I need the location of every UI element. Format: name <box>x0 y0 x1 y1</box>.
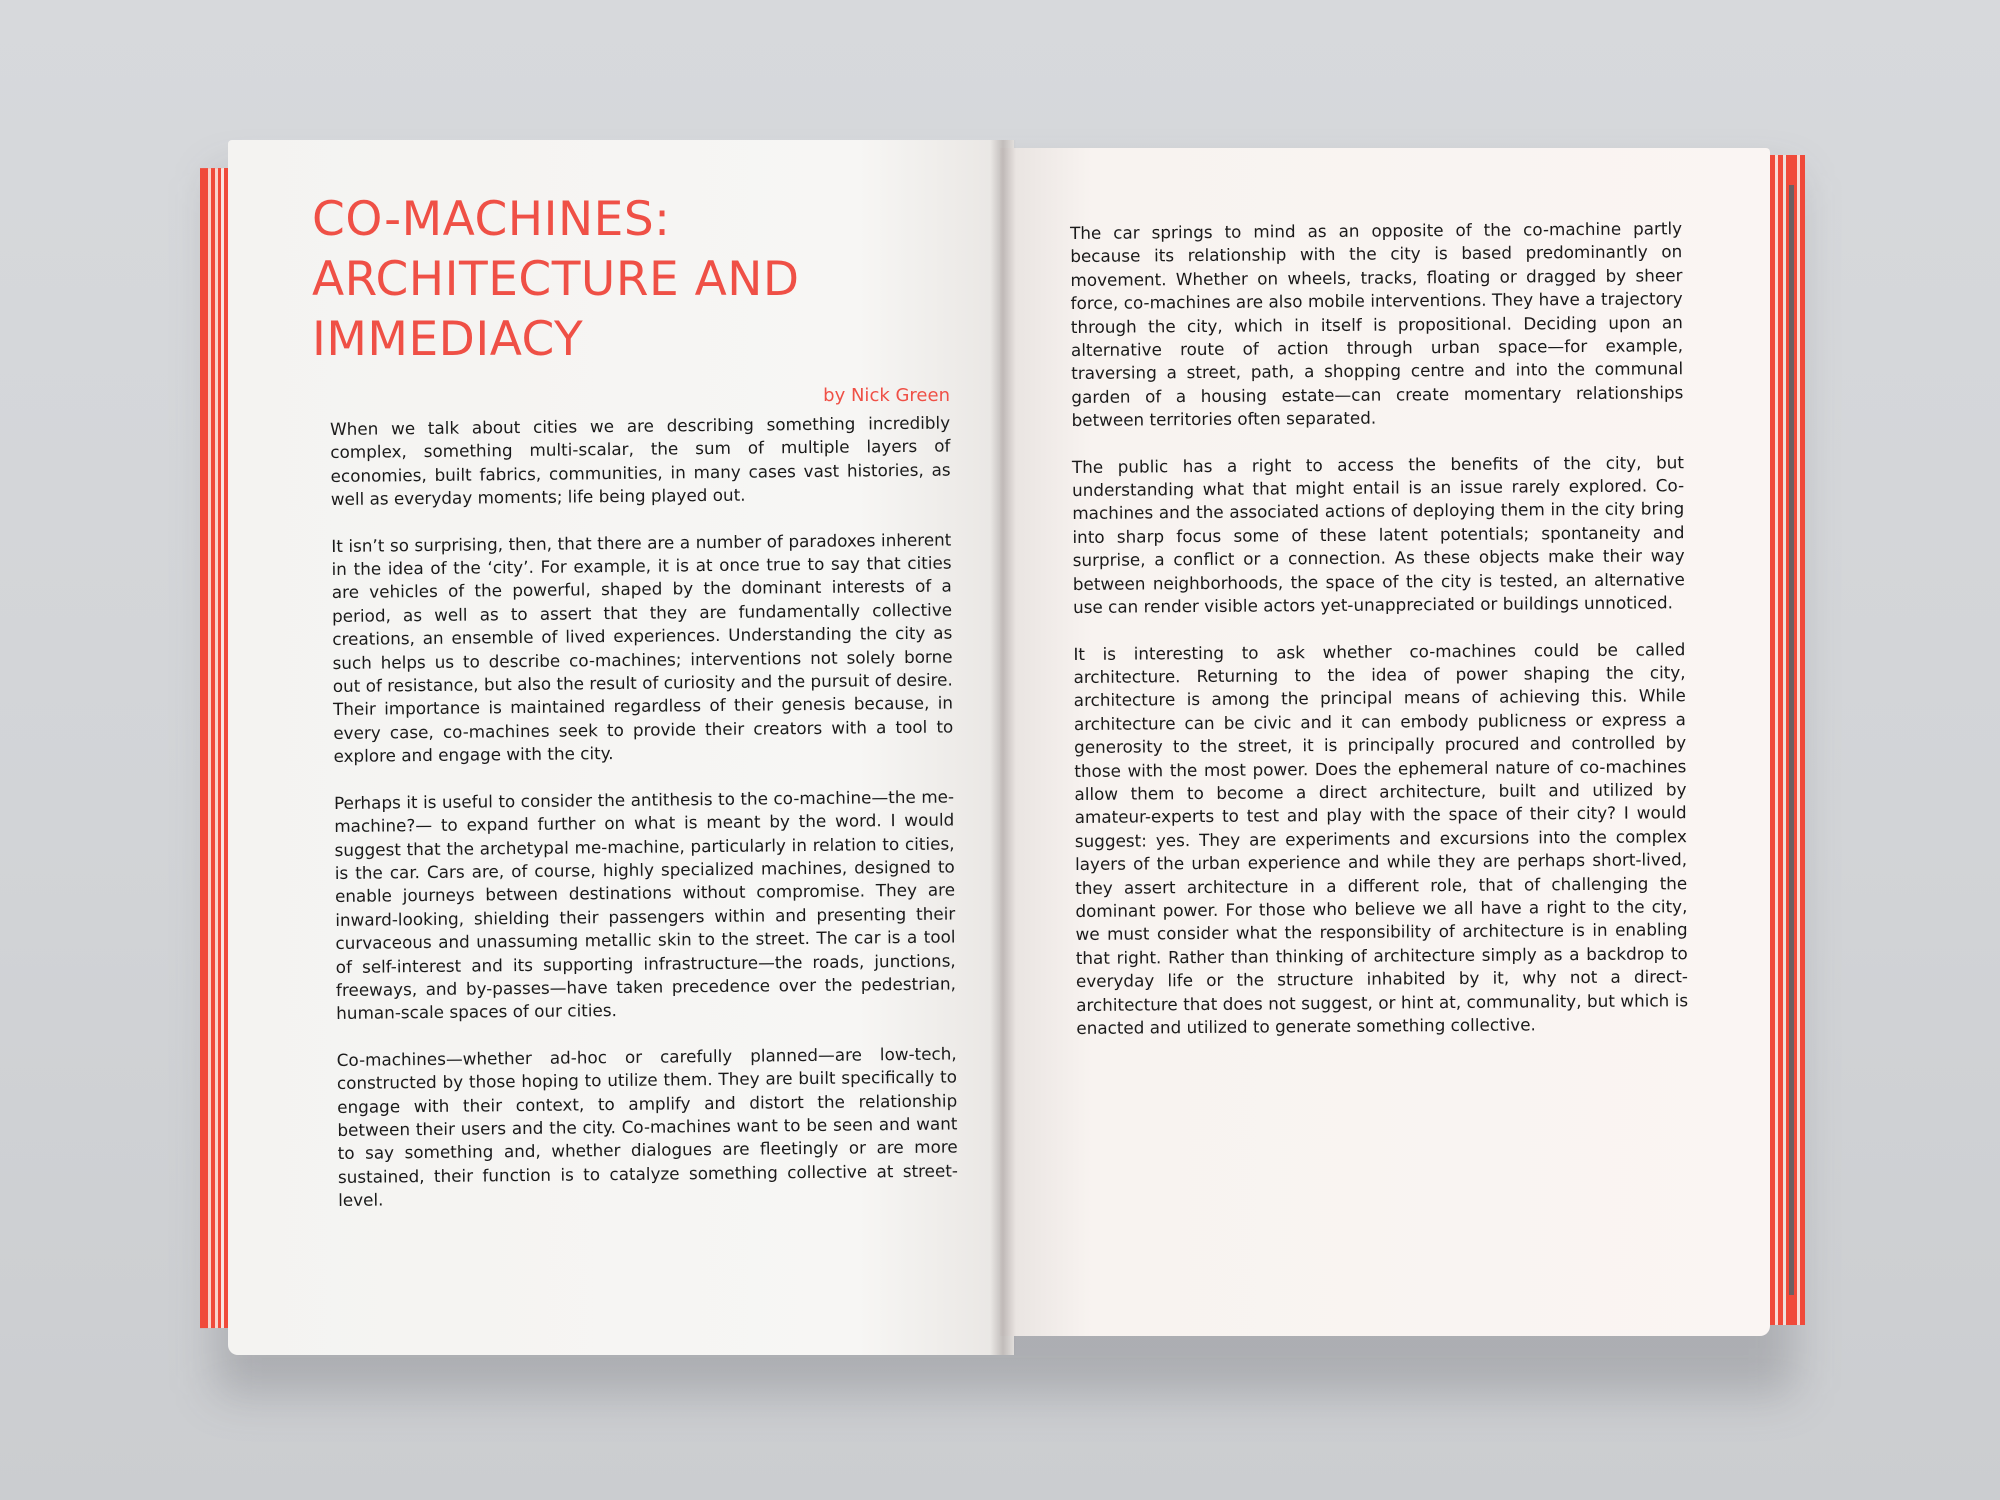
book-gutter <box>990 140 1016 1355</box>
paragraph: The public has a right to access the benefits of the city, but understanding what that might entail is an issue rarely explored. Co-machines and the associated actions of deploying them in the city bring into sharp focus some of these latent potentials; spontaneity and surprise, a conflict or a connection. As these objects make their way between neighborhoods, the space of the city is tested, an alternative use can render visible actors yet-unappreciated or buildings unnoticed. <box>1071 451 1685 618</box>
left-column-text <box>330 412 959 1236</box>
paragraph: The car springs to mind as an opposite of the co-machine partly because its relationship with the city is based predominantly on movement. Whether on wheels, tracks, floating or dragged by sheer force, co-machines are also mobile interventions. They have a trajectory through the city, which in itself is propositional. Deciding upon an alternative route of action through urban space—for example, traversing a street, path, a shopping centre and into the communal garden of a housing estate—can create momentary relationships between territories often separated. <box>1070 218 1684 431</box>
paragraph: It isn’t so surprising, then, that there are a number of paradoxes inherent in the idea of the ‘city’. For example, it is at once true to say that cities are vehicles of the powerful, shaped by the dominant interests of a period, as well as to assert that they are fundamentally collective creations, an ensemble of lived experiences. Understanding the city as such helps us to describe co-machines; interventions not solely borne out of resistance, but also the result of curiosity and the pursuit of desire. Their importance is maintained regardless of their genesis because, in every case, co-machines seek to provide their creators with a tool to explore and engage with the city. <box>331 529 954 767</box>
paragraph: Co-machines—whether ad-hoc or carefully planned—are low-tech, constructed by those hoping to utilize them. They are built specifically to engage with their context, to amplify and distort the relationship between their users and the city. Co-machines want to be seen and want to say something and, whether dialogues are fleetingly or are more sustained, their function is to catalyze something collective at street-level. <box>336 1043 959 1211</box>
right-column-text <box>1070 217 1689 1063</box>
paragraph: Perhaps it is useful to consider the antithesis to the co-machine—the me-machine?— to expand further on what is meant by the word. I would suggest that the archetypal me-machine, particularly in relation to cities, is the car. Cars are, of course, highly specialized machines, designed to enable journeys between destinations without compromise. They are inward-looking, shielding their passengers within and presenting their curvaceous and unassuming metallic skin to the street. The car is a tool of self-interest and its supporting infrastructure—the roads, junctions, freeways, and by-passes—have taken precedence over the pedestrian, human-scale spaces of our cities. <box>333 786 957 1024</box>
article-title <box>312 190 912 370</box>
title-line-1: CO-MACHINES: <box>312 192 671 247</box>
paragraph: When we talk about cities we are describing something incredibly complex, something multi-scalar, the sum of multiple layers of economies, built fabrics, communities, in many cases vast histories, as well as everyday moments; life being played out. <box>330 412 951 510</box>
author-byline: by Nick Green <box>823 385 950 406</box>
title-line-3: IMMEDIACY <box>312 312 584 367</box>
paragraph: It is interesting to ask whether co-machines could be called architecture. Returning to the idea of power shaping the city, architecture is among the principal means of achieving this. While architecture can be civic and it can embody publicness or express a generosity to the street, it is principally procured and controlled by those with the most power. Does the ephemeral nature of co-machines allow them to become a direct architecture, built and utilized by amateur-experts to test and play with the space of their city? I would suggest: yes. They are experiments and excursions into the complex layers of the urban experience and while they are perhaps short-lived, they assert architecture in a different role, that of challenging the dominant power. For those who believe we all have a right to the city, we must consider what the responsibility of architecture is in enabling that right. Rather than thinking of architecture simply as a backdrop to everyday life or the structure inhabited by it, why not a direct-architecture that does not suggest, or hint at, communality, but which is enacted and utilized to generate something collective. <box>1073 638 1689 1038</box>
title-line-2: ARCHITECTURE AND <box>312 252 800 307</box>
